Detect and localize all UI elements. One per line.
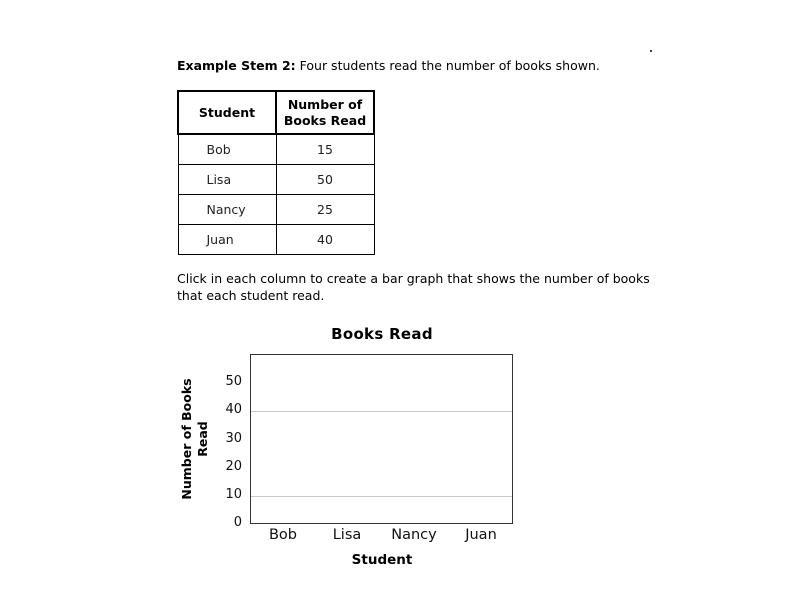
- y-tick-label: 0: [233, 515, 242, 530]
- table-row: [178, 165, 374, 195]
- x-axis-label: Student: [351, 552, 413, 568]
- cell-student: Nancy: [178, 195, 276, 225]
- y-tick-label: 20: [225, 458, 242, 474]
- instruction-text: Click in each column to create a bar graph that shows the number of books that each student read.: [177, 271, 650, 303]
- cell-student: Juan: [178, 225, 276, 255]
- books-table: [177, 90, 375, 255]
- header-student: Student: [178, 91, 276, 134]
- cell-books: 50: [276, 165, 374, 195]
- stem-label: Example Stem 2:: [177, 58, 296, 73]
- cell-books: 15: [276, 134, 374, 165]
- y-tick-label: 30: [225, 430, 242, 446]
- cell-books: 25: [276, 195, 374, 225]
- y-tick-label: 40: [225, 402, 242, 418]
- stem-text: Four students read the number of books shown.: [295, 58, 600, 73]
- column-nancy[interactable]: [383, 355, 449, 523]
- y-tick-label: 10: [225, 486, 242, 502]
- cell-student: Bob: [178, 134, 276, 165]
- header-books-read: Number of Books Read: [276, 91, 374, 134]
- y-tick-label: 50: [225, 374, 242, 390]
- y-axis-label: Number of Books Read: [179, 378, 210, 500]
- x-tick-label: Nancy: [391, 527, 437, 543]
- table-row: [178, 195, 374, 225]
- question-stem: [177, 58, 600, 73]
- cell-student: Lisa: [178, 165, 276, 195]
- column-lisa[interactable]: [317, 355, 383, 523]
- x-tick-label: Bob: [268, 527, 298, 543]
- bar-graph-plot-area[interactable]: [250, 354, 513, 524]
- table-row: [178, 134, 374, 165]
- table-row: [178, 225, 374, 255]
- chart-title: Books Read: [331, 325, 433, 343]
- column-juan[interactable]: [448, 355, 514, 523]
- column-bob[interactable]: [251, 355, 317, 523]
- x-tick-label: Lisa: [332, 527, 362, 543]
- cell-books: 40: [276, 225, 374, 255]
- x-tick-label: Juan: [465, 527, 497, 543]
- stray-dot: [650, 50, 652, 52]
